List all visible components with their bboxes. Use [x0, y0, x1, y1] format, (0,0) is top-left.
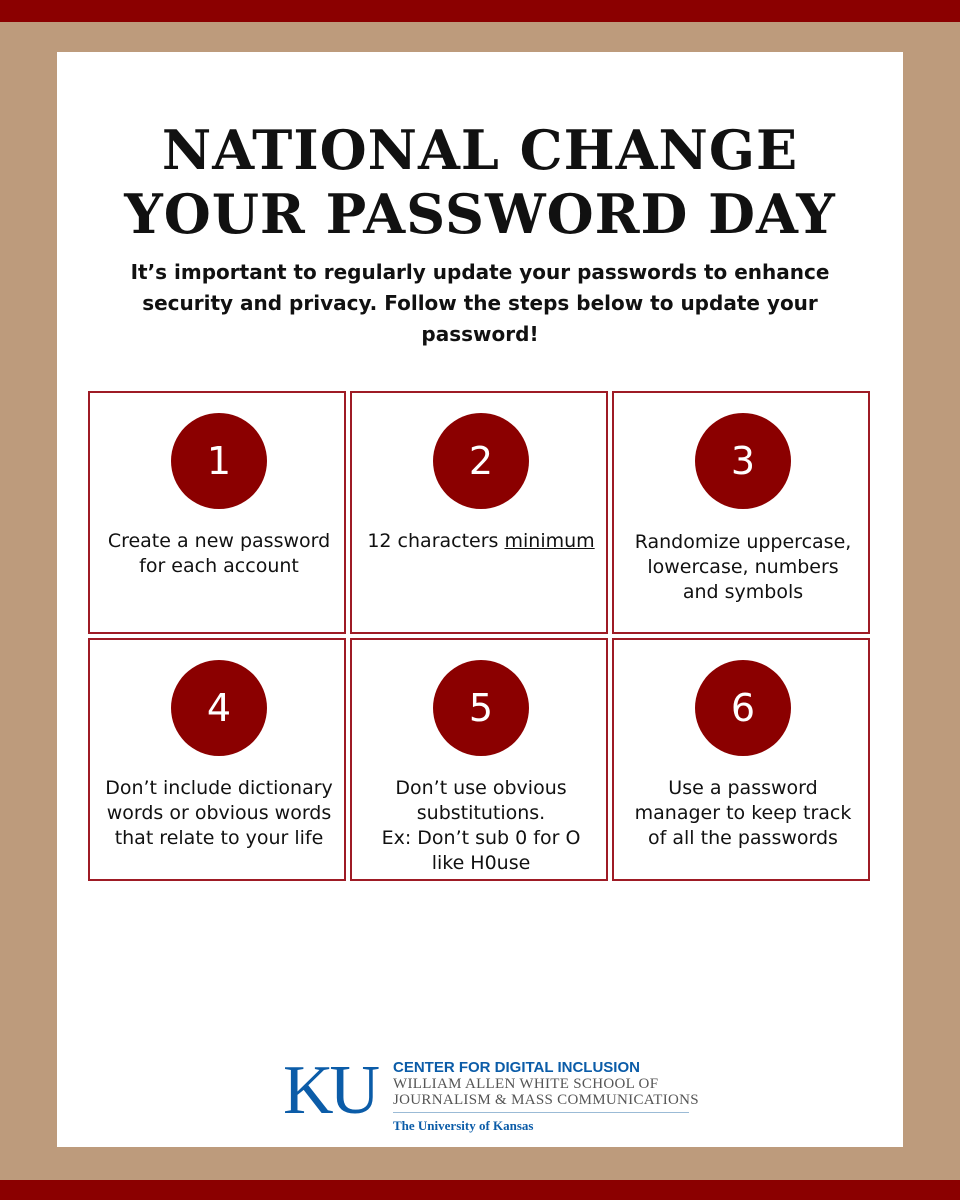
step-3-line-2: lowercase, numbers	[647, 556, 839, 578]
step-1-line-1: Create a new password	[107, 530, 331, 552]
step-card-4	[88, 638, 346, 881]
ku-logo	[283, 1052, 703, 1135]
step-number-3: 3	[695, 413, 791, 509]
ku-logo-mark: KU	[283, 1052, 377, 1129]
step-2-text: 12 characters	[367, 530, 505, 552]
step-text-3	[618, 530, 868, 605]
step-5-line-3: Ex: Don’t sub 0 for O	[381, 827, 581, 849]
top-band	[0, 0, 960, 22]
logo-school-line-2: JOURNALISM & MASS COMMUNICATIONS	[393, 1092, 699, 1108]
step-text-1	[94, 529, 344, 579]
step-1-line-2: for each account	[139, 555, 299, 577]
step-text-2	[356, 529, 606, 554]
step-5-line-2: substitutions.	[416, 802, 546, 824]
step-6-line-2: manager to keep track	[634, 802, 852, 824]
step-4-line-2: words or obvious words	[106, 802, 332, 824]
step-6-line-1: Use a password	[668, 777, 818, 799]
title-line-2: YOUR PASSWORD DAY	[124, 182, 836, 246]
step-number-2: 2	[433, 413, 529, 509]
step-2-emphasis: minimum	[504, 530, 595, 552]
step-5-line-4: like H0use	[431, 852, 531, 874]
step-3-line-3: and symbols	[682, 581, 804, 603]
page-title	[0, 118, 960, 246]
step-number-4: 4	[171, 660, 267, 756]
step-3-line-1: Randomize uppercase,	[634, 531, 852, 553]
bottom-band	[0, 1180, 960, 1200]
logo-divider	[393, 1112, 689, 1113]
logo-school-line-1: WILLIAM ALLEN WHITE SCHOOL OF	[393, 1076, 659, 1092]
step-card-5	[350, 638, 608, 881]
step-text-5	[356, 776, 606, 876]
intro-text: It’s important to regularly update your passwords to enhance security and privacy. Follow the steps below to update your password!	[130, 260, 830, 346]
step-text-6	[618, 776, 868, 851]
step-number-6: 6	[695, 660, 791, 756]
logo-center-name: CENTER FOR DIGITAL INCLUSION	[393, 1059, 640, 1076]
step-4-line-3: that relate to your life	[114, 827, 324, 849]
step-text-4	[94, 776, 344, 851]
step-number-5: 5	[433, 660, 529, 756]
logo-university: The University of Kansas	[393, 1118, 534, 1133]
title-line-1: NATIONAL CHANGE	[161, 118, 799, 182]
step-5-line-1: Don’t use obvious	[395, 777, 567, 799]
step-card-3	[612, 391, 870, 634]
step-card-1	[88, 391, 346, 634]
step-4-line-1: Don’t include dictionary	[105, 777, 333, 799]
step-card-6	[612, 638, 870, 881]
step-6-line-3: of all the passwords	[648, 827, 838, 849]
steps-grid	[88, 391, 872, 885]
step-number-1: 1	[171, 413, 267, 509]
step-card-2	[350, 391, 608, 634]
